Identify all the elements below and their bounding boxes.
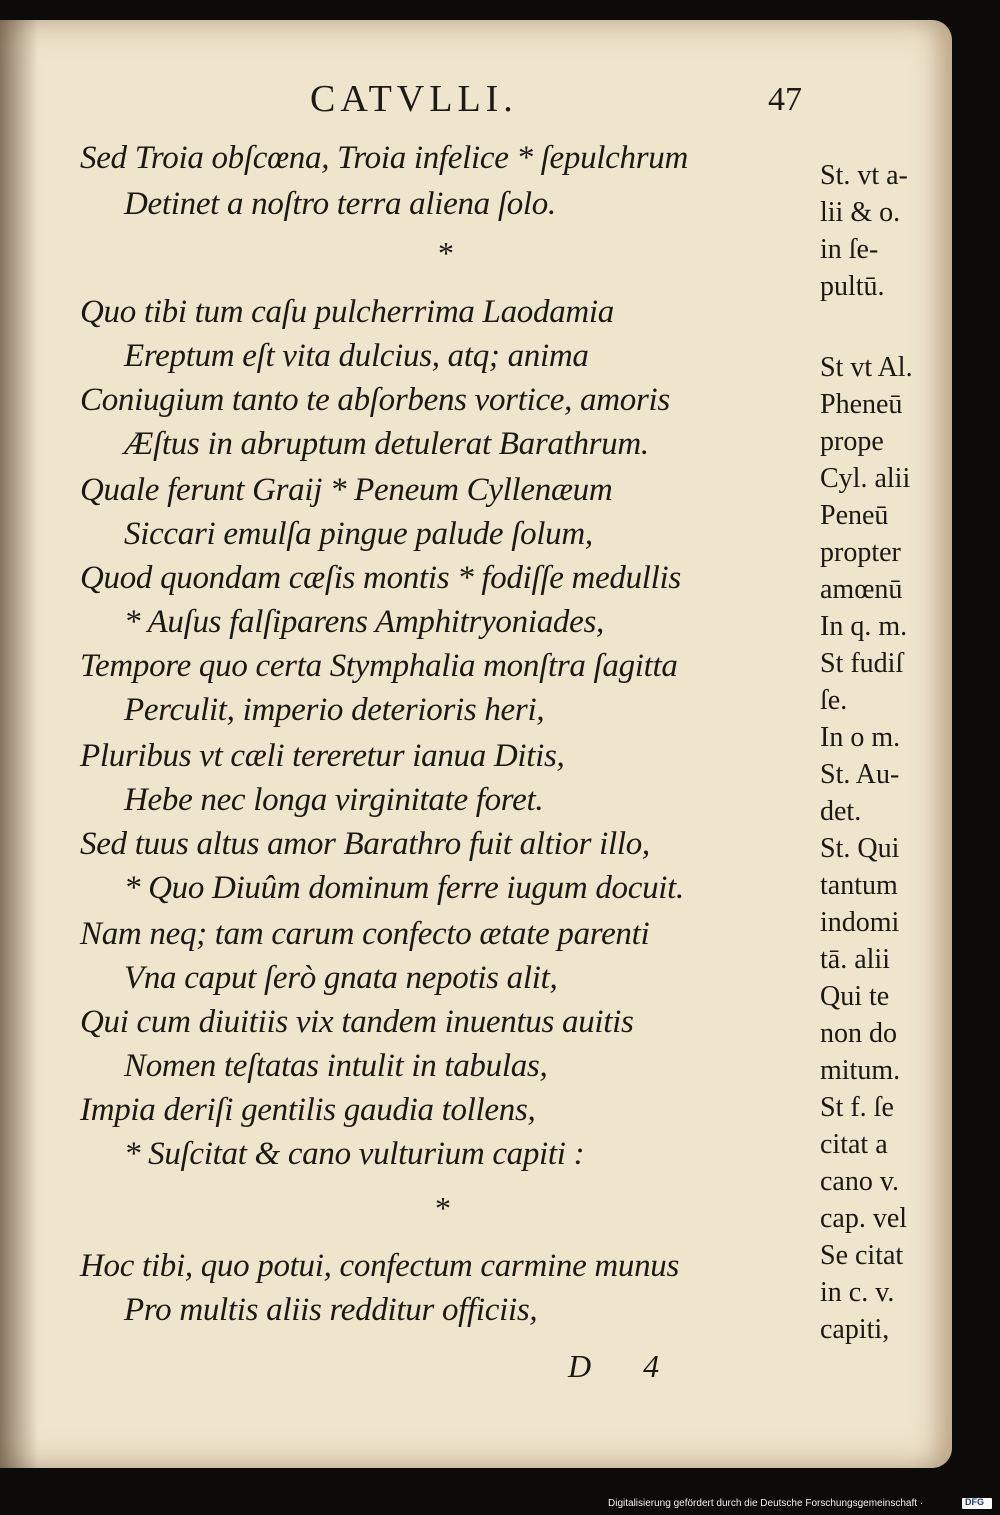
marginal-note: St. Qui [820,833,900,864]
marginal-note: capiti, [820,1314,890,1345]
marginal-note: St. Au- [820,759,900,790]
marginal-note: cano v. [820,1166,900,1197]
verse-line: * Suſcitat & cano vulturium capiti : [124,1136,585,1172]
verse-line: Æſtus in abruptum detulerat Barathrum. [124,426,649,462]
verse-line: Pluribus vt cæli tereretur ianua Ditis, [80,738,565,774]
verse-line: * Quo Diuûm dominum ferre iugum docuit. [124,870,684,906]
marginal-note: Se citat [820,1240,904,1271]
verse-line: Detinet a noſtro terra aliena ſolo. [124,186,556,222]
marginal-note: Pheneū [820,389,903,420]
marginal-note: in c. v. [820,1277,895,1308]
marginal-note: Peneū [820,500,889,531]
marginal-note: In q. m. [820,611,908,642]
marginal-note: Cyl. alii [820,463,911,494]
verse-line: Ereptum eſt vita dulcius, atq; anima [124,338,589,374]
verse-line: Hebe nec longa virginitate foret. [124,782,544,818]
verse-line: Vna caput ſerò gnata nepotis alit, [124,960,558,996]
marginal-note: in ſe- [820,234,879,265]
marginal-note: pultū. [820,271,885,302]
verse-line: * Auſus falſiparens Amphitryoniades, [124,604,604,640]
marginal-note: St f. ſe [820,1092,894,1123]
verse-line: Siccari emulſa pingue palude ſolum, [124,516,593,552]
marginal-note: tā. alii [820,944,890,975]
marginal-note: cap. vel [820,1203,908,1234]
section-asterisk: * [435,1190,451,1226]
marginal-note: Qui te [820,981,890,1012]
section-asterisk: * [438,235,454,271]
dfg-logo-text: DFG [965,1497,984,1507]
marginal-note: non do [820,1018,897,1049]
signature-mark: D 4 [568,1348,682,1384]
marginal-note: St fudiſ [820,648,904,679]
dfg-logo-icon [962,1498,992,1509]
verse-line: Impia deriſi gentilis gaudia tollens, [80,1092,536,1128]
marginal-note: propter [820,537,901,568]
verse-line: Nomen teſtatas intulit in tabulas, [124,1048,548,1084]
verse-line: Quale ferunt Graij * Peneum Cyllenæum [80,472,613,508]
verse-line: Hoc tibi, quo potui, confectum carmine munus [80,1248,680,1284]
marginal-note: St vt Al. [820,352,913,383]
marginal-note: mitum. [820,1055,901,1086]
verse-line: Qui cum diuitiis vix tandem inuentus auitis [80,1004,634,1040]
page-number: 47 [768,81,802,118]
marginal-note: amœnū [820,574,903,605]
running-head: CATVLLI. [310,78,518,120]
verse-line: Quod quondam cæſis montis * fodiſſe medullis [80,560,681,596]
verse-line: Sed Troia obſcœna, Troia infelice * ſepulchrum [80,140,688,176]
verse-line: Nam neq; tam carum confecto ætate parenti [80,916,650,952]
funding-credit: Digitalisierung gefördert durch die Deutsche Forschungsgemeinschaft · [608,1498,924,1509]
verse-line: Quo tibi tum caſu pulcherrima Laodamia [80,294,615,330]
marginal-note: ſe. [820,685,848,716]
marginal-note: St. vt a- [820,160,908,191]
marginal-note: det. [820,796,862,827]
marginal-note: In o m. [820,722,901,753]
verse-line: Pro multis aliis redditur officiis, [124,1292,538,1328]
verse-line: Coniugium tanto te abſorbens vortice, amoris [80,382,670,418]
verse-line: Tempore quo certa Stymphalia monſtra ſagitta [80,648,678,684]
marginal-note: citat a [820,1129,888,1160]
verse-line: Perculit, imperio deterioris heri, [124,692,545,728]
marginal-note: indomi [820,907,900,938]
book-page [0,20,952,1468]
marginal-note: lii & o. [820,197,901,228]
verse-line: Sed tuus altus amor Barathro fuit altior illo, [80,826,650,862]
marginal-note: tantum [820,870,898,901]
marginal-note: prope [820,426,884,457]
